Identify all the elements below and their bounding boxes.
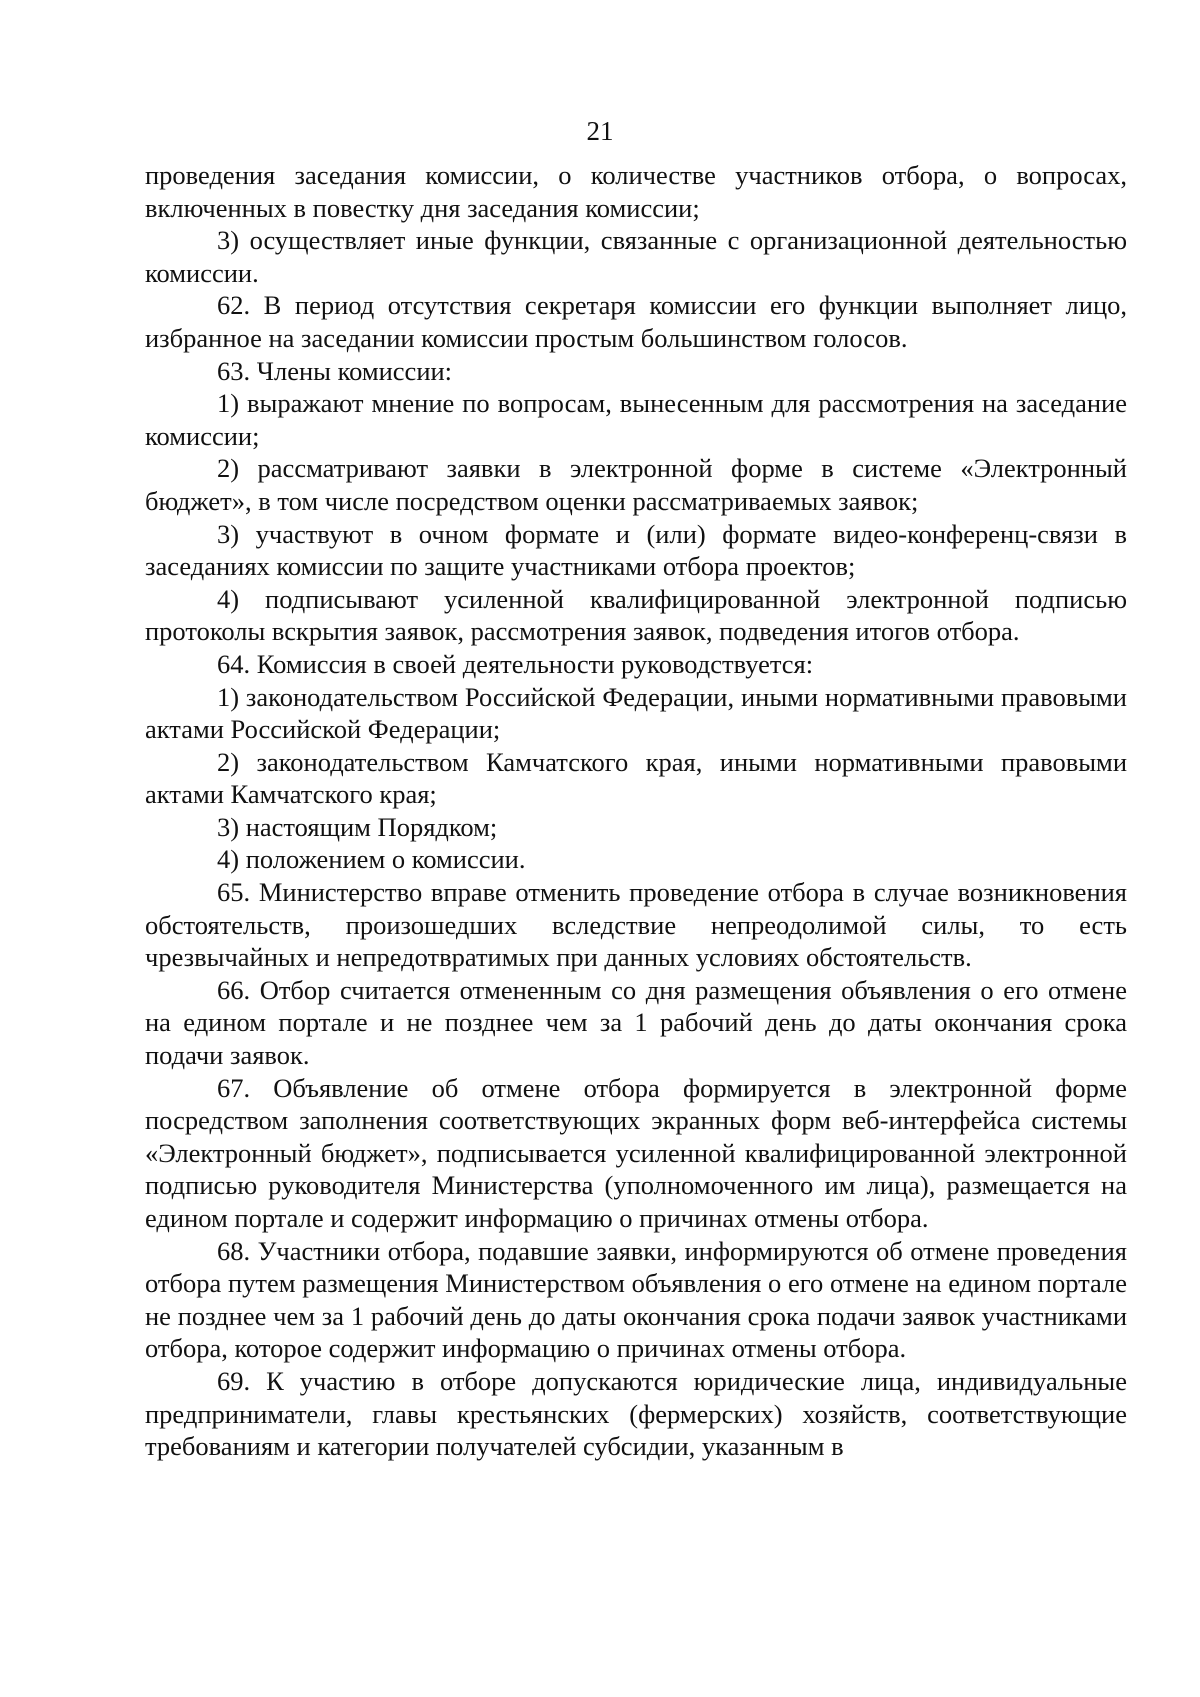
paragraph-66: 66. Отбор считается отмененным со дня размещения объявления о его отмене на едином портале и не позднее чем за 1 рабочий день до даты окончания срока подачи заявок. — [145, 974, 1127, 1071]
document-body — [145, 159, 1127, 1463]
paragraph-63-item-3: 3) участвуют в очном формате и (или) формате видео-конференц-связи в заседаниях комиссии по защите участниками отбора проектов; — [145, 518, 1127, 582]
paragraph-67: 67. Объявление об отмене отбора формируется в электронной форме посредством заполнения соответствующих экранных форм веб-интерфейса системы «Электронный бюджет», подписывается усиленной квалифицированной электронной подписью руководителя Министерства (уполномоченного им лица), размещается на едином портале и содержит информацию о причинах отмены отбора. — [145, 1072, 1127, 1233]
paragraph-64-item-4: 4) положением о комиссии. — [217, 844, 526, 875]
paragraph-63-item-2: 2) рассматривают заявки в электронной форме в системе «Электронный бюджет», в том числе посредством оценки рассматриваемых заявок; — [145, 453, 1127, 516]
paragraph-69: 69. К участию в отборе допускаются юридические лица, индивидуальные предприниматели, главы крестьянских (фермерских) хозяйств, соответствующие требованиям и категории получателей субсидии, указанным в — [145, 1365, 1127, 1462]
paragraph-63-item-1: 1) выражают мнение по вопросам, вынесенным для рассмотрения на заседание комиссии; — [145, 388, 1127, 451]
paragraph-64-item-2: 2) законодательством Камчатского края, иными нормативными правовыми актами Камчатского края; — [145, 746, 1127, 810]
paragraph-63: 63. Члены комиссии: — [217, 355, 453, 386]
paragraph-62: 62. В период отсутствия секретаря комиссии его функции выполняет лицо, избранное на заседании комиссии простым большинством голосов. — [145, 290, 1127, 353]
paragraph-63-item-4: 4) подписывают усиленной квалифицированной электронной подписью протоколы вскрытия заявок, рассмотрения заявок, подведения итогов отбора. — [145, 583, 1127, 647]
paragraph-65: 65. Министерство вправе отменить проведение отбора в случае возникновения обстоятельств, произошедших вследствие непреодолимой силы, то есть чрезвычайных и непредотвратимых при данных условиях обстоятельств. — [145, 877, 1127, 973]
paragraph-64-item-3: 3) настоящим Порядком; — [217, 811, 498, 842]
paragraph-item-3: 3) осуществляет иные функции, связанные с организационной деятельностью комиссии. — [145, 225, 1127, 288]
paragraph-64: 64. Комиссия в своей деятельности руководствуется: — [217, 648, 814, 679]
page-number: 21 — [586, 116, 614, 146]
paragraph-64-item-1: 1) законодательством Российской Федерации, иными нормативными правовыми актами Российской Федерации; — [145, 681, 1127, 745]
paragraph-continuation: проведения заседания комиссии, о количестве участников отбора, о вопросах, включенных в повестку дня заседания комиссии; — [145, 160, 1127, 223]
paragraph-68: 68. Участники отбора, подавшие заявки, информируются об отмене проведения отбора путем размещения Министерством объявления о его отмене на едином портале не позднее чем за 1 рабочий день до даты окончания срока подачи заявок участниками отбора, которое содержит информацию о причинах отмены отбора. — [145, 1235, 1127, 1364]
